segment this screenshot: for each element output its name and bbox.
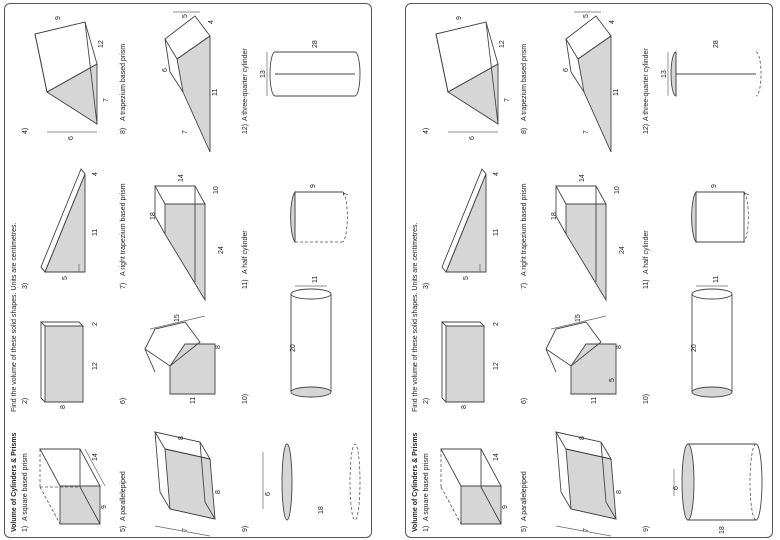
problem-2-dim-c-2: 8 — [461, 405, 468, 409]
problem-7-dim-d: 24 — [218, 246, 225, 254]
problem-1-dim-a: 14 — [92, 453, 99, 461]
problem-4-dim-a-2: 9 — [456, 16, 463, 20]
problem-7-dim-a: 14 — [178, 174, 185, 182]
problem-7-dim-b: 10 — [213, 186, 220, 194]
problem-4-dim-a: 9 — [55, 16, 62, 20]
problem-1-dim-a-2: 14 — [493, 453, 500, 461]
problem-12-dim-b: 28 — [312, 40, 319, 48]
problem-4-dim-d-2: 6 — [469, 136, 476, 140]
problem-11-figure-2 — [692, 192, 749, 242]
problem-5-dim-c: 7 — [182, 528, 189, 532]
problem-4-dim-c: 7 — [103, 98, 110, 102]
problem-6-number: 6) — [120, 397, 127, 404]
problem-12-figure — [267, 52, 360, 96]
problem-10-figure — [291, 286, 331, 397]
problem-7-number-2: 7) — [521, 282, 528, 289]
problem-4-dim-b-2: 12 — [499, 40, 506, 48]
problem-1-label-2: A square based prism — [423, 453, 430, 521]
problem-7-dim-c: 18 — [150, 212, 157, 220]
problem-9-dim-a: 6 — [265, 492, 272, 496]
problem-3-dim-b: 11 — [92, 228, 99, 236]
problem-5-label: A parallelepiped — [120, 471, 127, 521]
problem-11-label-2: A half cylinder — [643, 230, 650, 274]
problem-6-dim-a: 15 — [174, 314, 181, 322]
problem-8-label: A trapezium based prism — [120, 43, 127, 121]
problem-2-number: 2) — [22, 397, 29, 404]
worksheet-page-right — [405, 3, 773, 538]
problem-7-dim-b-2: 10 — [614, 186, 621, 194]
problem-10-number-2: 10) — [643, 393, 650, 404]
problem-12-number-2: 12) — [643, 123, 650, 134]
worksheet-title-2: Volume of Cylinders & Prisms — [412, 432, 419, 532]
problem-4-dim-b: 12 — [98, 40, 105, 48]
problem-7-figure-2 — [556, 186, 606, 300]
problem-10-dim-a-2: 11 — [713, 275, 720, 283]
problem-7-dim-c-2: 18 — [551, 212, 558, 220]
problem-4-number-2: 4) — [423, 127, 430, 134]
worksheet-instructions: Find the volume of these solid shapes. Units are centimetres. — [11, 222, 18, 412]
problem-12-number: 12) — [242, 123, 249, 134]
problem-12-dim-a: 13 — [260, 70, 267, 78]
problem-1-label: A square based prism — [22, 453, 29, 521]
problem-9-number-2: 9) — [643, 525, 650, 532]
problem-6-dim-b-2: 8 — [616, 345, 623, 349]
problem-9-figure-2 — [674, 444, 762, 520]
problem-8-dim-a-2: 5 — [583, 14, 590, 18]
problem-5-number-2: 5) — [521, 525, 528, 532]
problem-4-number: 4) — [22, 127, 29, 134]
problem-9-dim-b-2: 18 — [719, 526, 726, 534]
problem-4-dim-c-2: 7 — [504, 98, 511, 102]
problem-7-figure — [155, 186, 205, 300]
problem-1-dim-b-2: 9 — [502, 505, 509, 509]
problem-6-dim-a-2: 15 — [575, 314, 582, 322]
problem-7-number: 7) — [120, 282, 127, 289]
problem-8-dim-c-2: 6 — [563, 68, 570, 72]
problem-4-figure — [35, 22, 97, 132]
problem-2-dim-c: 8 — [60, 405, 67, 409]
problem-1-figure-2 — [441, 449, 501, 524]
worksheet-drawing — [5, 4, 371, 537]
problem-2-figure — [41, 322, 83, 402]
problem-10-dim-a: 11 — [312, 275, 319, 283]
problem-3-figure — [41, 169, 85, 272]
problem-9-figure — [263, 444, 360, 520]
problem-3-dim-a-2: 4 — [493, 172, 500, 176]
problem-6-figure — [145, 316, 215, 394]
problem-10-number: 10) — [242, 393, 249, 404]
problem-5-number: 5) — [120, 525, 127, 532]
problem-2-dim-b: 12 — [92, 362, 99, 370]
problem-7-dim-a-2: 14 — [579, 174, 586, 182]
problem-7-label-2: A right trapezium based prism — [521, 183, 528, 276]
problem-3-dim-b-2: 11 — [493, 228, 500, 236]
problem-11-dim-b-2: 7 — [744, 192, 751, 196]
problem-5-dim-b-2: 8 — [616, 490, 623, 494]
problem-3-number: 3) — [22, 282, 29, 289]
problem-11-number: 11) — [242, 279, 249, 289]
worksheet-drawing-2 — [406, 4, 772, 537]
problem-7-dim-d-2: 24 — [619, 246, 626, 254]
problem-5-label-2: A parallelepiped — [521, 471, 528, 521]
problem-3-dim-c-2: 5 — [463, 276, 470, 280]
problem-8-number: 8) — [120, 127, 127, 134]
problem-11-number-2: 11) — [643, 279, 650, 289]
problem-2-dim-a-2: 2 — [493, 322, 500, 326]
problem-1-number-2: 1) — [423, 525, 430, 532]
problem-12-label: A three-quarter cylinder — [242, 48, 249, 121]
problem-8-dim-b-2: 4 — [609, 20, 616, 24]
problem-9-dim-b: 18 — [318, 506, 325, 514]
problem-2-dim-a: 2 — [92, 322, 99, 326]
problem-6-dim-d-2: 11 — [591, 396, 598, 404]
problem-4-dim-d: 6 — [68, 136, 75, 140]
problem-5-dim-c-2: 7 — [583, 528, 590, 532]
problem-6-dim-b: 8 — [215, 345, 222, 349]
problem-5-dim-b: 8 — [215, 490, 222, 494]
problem-12-label-2: A three-quarter cylinder — [643, 48, 650, 121]
problem-12-figure-2 — [668, 52, 761, 96]
problem-3-dim-c: 5 — [62, 276, 69, 280]
problem-4-figure-2 — [436, 22, 498, 132]
problem-2-number-2: 2) — [423, 397, 430, 404]
problem-8-number-2: 8) — [521, 127, 528, 134]
problem-5-dim-a: 8 — [178, 436, 185, 440]
problem-8-dim-b: 4 — [208, 20, 215, 24]
worksheet-title: Volume of Cylinders & Prisms — [11, 432, 18, 532]
problem-8-dim-c: 6 — [162, 68, 169, 72]
problem-12-dim-b-2: 28 — [713, 40, 720, 48]
problem-11-dim-b: 7 — [343, 192, 350, 196]
problem-8-dim-d-2: 11 — [613, 88, 620, 96]
problem-9-number: 9) — [242, 525, 249, 532]
problem-10-dim-b: 20 — [290, 344, 297, 352]
problem-5-figure — [155, 432, 215, 536]
worksheet-instructions-2: Find the volume of these solid shapes. Units are centimetres. — [412, 222, 419, 412]
problem-11-label: A half cylinder — [242, 230, 249, 274]
problem-8-dim-d: 11 — [212, 88, 219, 96]
problem-3-figure-2 — [442, 169, 486, 272]
problem-12-dim-a-2: 13 — [661, 70, 668, 78]
problem-1-number: 1) — [22, 525, 29, 532]
problem-6-figure-2 — [546, 316, 616, 394]
problem-3-dim-a: 4 — [92, 172, 99, 176]
problem-10-figure-2 — [692, 286, 732, 397]
problem-7-label: A right trapezium based prism — [120, 183, 127, 276]
problem-5-figure-2 — [556, 432, 616, 536]
problem-6-dim-d: 11 — [190, 396, 197, 404]
problem-6-dim-c-2: 5 — [609, 378, 616, 382]
problem-8-dim-e-2: 7 — [583, 130, 590, 134]
worksheet-page-left — [4, 3, 372, 538]
problem-8-dim-a: 5 — [182, 14, 189, 18]
problem-6-number-2: 6) — [521, 397, 528, 404]
problem-11-dim-a-2: 9 — [711, 184, 718, 188]
problem-11-dim-a: 9 — [310, 184, 317, 188]
problem-9-dim-a-2: 6 — [673, 486, 680, 490]
problem-2-dim-b-2: 12 — [493, 362, 500, 370]
problem-11-figure — [291, 192, 348, 242]
problem-8-label-2: A trapezium based prism — [521, 43, 528, 121]
problem-1-dim-b: 9 — [101, 505, 108, 509]
problem-2-figure-2 — [442, 322, 484, 402]
problem-3-number-2: 3) — [423, 282, 430, 289]
problem-8-dim-e: 7 — [182, 130, 189, 134]
problem-5-dim-a-2: 8 — [579, 436, 586, 440]
problem-10-dim-b-2: 20 — [691, 344, 698, 352]
